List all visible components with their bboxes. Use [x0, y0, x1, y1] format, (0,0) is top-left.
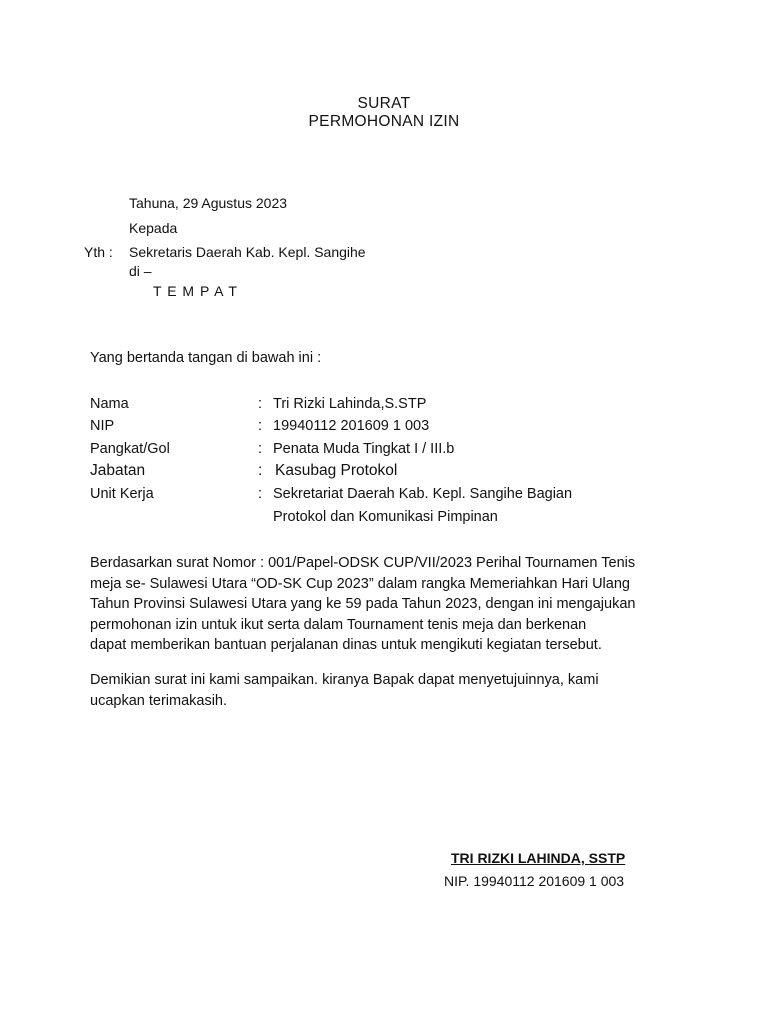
paragraph-line: Demikian surat ini kami sampaikan. kiranya Bapak dapat menyetujuinnya, kami — [90, 672, 599, 688]
field-colon: : — [258, 462, 263, 479]
field-value-continued: Protokol dan Komunikasi Pimpinan — [273, 509, 498, 525]
field-colon: : — [258, 486, 263, 502]
signatory-nip: NIP. 19940112 201609 1 003 — [444, 873, 625, 889]
recipient: Sekretaris Daerah Kab. Kepl. Sangihe — [129, 244, 366, 260]
field-label: Unit Kerja — [90, 486, 154, 502]
field-label: NIP — [90, 418, 115, 434]
field-value: Kasubag Protokol — [275, 462, 398, 479]
field-value: Sekretariat Daerah Kab. Kepl. Sangihe Bagian — [273, 486, 573, 502]
paragraph-line: dapat memberikan bantuan perjalanan dinas untuk mengikuti kegiatan tersebut. — [90, 637, 602, 653]
letter-title-line2: PERMOHONAN IZIN — [308, 113, 460, 130]
paragraph-line: permohonan izin untuk ikut serta dalam Tournament tenis meja dan berkenan — [90, 616, 587, 633]
field-label: Nama — [90, 396, 129, 412]
body-paragraph-1 — [90, 553, 680, 656]
paragraph-line: Berdasarkan surat Nomor : 001/Papel-ODSK CUP/VII/2023 Perihal Tournamen Tenis — [90, 555, 636, 571]
recipient-place: T E M P A T — [153, 283, 238, 299]
signatory-name: TRI RIZKI LAHINDA, SSTP — [451, 850, 626, 866]
paragraph-line: ucapkan terimakasih. — [90, 692, 228, 709]
field-value: Tri Rizki Lahinda,S.STP — [273, 396, 427, 412]
body-paragraph-2 — [90, 670, 680, 711]
kepada-label: Kepada — [129, 220, 178, 236]
paragraph-line: meja se- Sulawesi Utara “OD-SK Cup 2023” dalam rangka Memeriahkan Hari Ulang — [90, 575, 630, 592]
field-label: Jabatan — [90, 462, 146, 479]
field-value: 19940112 201609 1 003 — [273, 418, 430, 434]
letter-title-line1: SURAT — [357, 95, 411, 112]
field-colon: : — [258, 418, 263, 434]
letter-date: Tahuna, 29 Agustus 2023 — [129, 195, 288, 211]
intro-text: Yang bertanda tangan di bawah ini : — [90, 350, 322, 366]
field-colon: : — [258, 441, 263, 457]
recipient-di: di – — [129, 263, 152, 279]
yth-label: Yth : — [84, 244, 113, 260]
field-colon: : — [258, 396, 263, 412]
paragraph-line: Tahun Provinsi Sulawesi Utara yang ke 59 pada Tahun 2023, dengan ini mengajukan — [90, 596, 636, 612]
field-label: Pangkat/Gol — [90, 441, 170, 457]
field-value: Penata Muda Tingkat I / III.b — [273, 441, 455, 457]
